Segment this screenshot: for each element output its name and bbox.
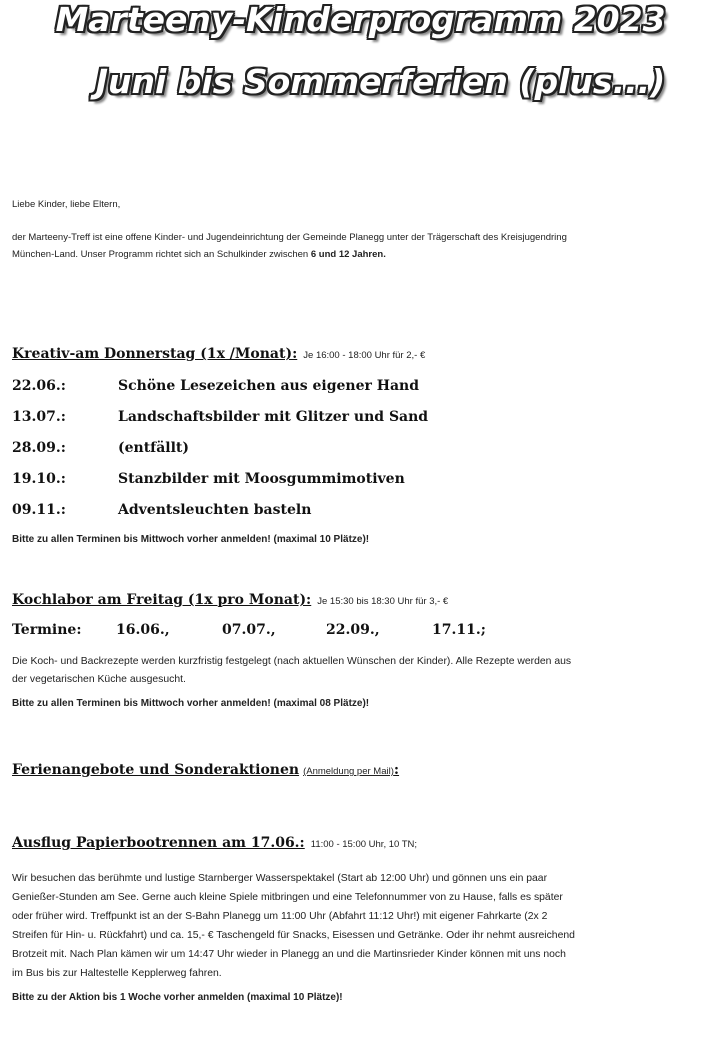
intro-line-1: der Marteeny-Treff ist eine offene Kinder- und Jugendeinrichtung der Gemeinde Planegg unter der Trägerschaft des Kreisjugendring <box>12 232 567 243</box>
ausflug-line: oder früher wird. Treffpunkt ist an der S-Bahn Planegg um 11:00 Uhr (Abfahrt 11:12 Uhr!) mit eigener Fahrkarte (2x 2 <box>12 911 548 922</box>
ferien-note: (Anmeldung per Mail) <box>303 766 394 777</box>
kreativ-item <box>12 440 189 456</box>
termin-date: 22.09., <box>326 622 380 638</box>
kreativ-heading: Kreativ-am Donnerstag (1x /Monat): <box>12 346 298 362</box>
kreativ-date: 19.10.: <box>12 471 66 487</box>
kreativ-text: (entfällt) <box>118 440 189 456</box>
intro-line-2-text: München-Land. Unser Programm richtet sich an Schulkinder zwischen <box>12 249 311 260</box>
kreativ-item <box>12 471 405 487</box>
kreativ-text: Landschaftsbilder mit Glitzer und Sand <box>118 409 429 425</box>
kochlabor-text-1: Die Koch- und Backrezepte werden kurzfristig festgelegt (nach aktuellen Wünschen der Kinder). Alle Rezepte werden aus <box>12 656 572 667</box>
kreativ-date: 13.07.: <box>12 409 66 425</box>
kochlabor-note: Je 15:30 bis 18:30 Uhr für 3,- € <box>317 596 449 607</box>
page-subtitle: Juni bis Sommerferien (plus...) <box>95 62 666 101</box>
page-title: Marteeny-Kinderprogramm 2023 <box>55 0 666 39</box>
kreativ-item <box>12 378 419 394</box>
ferien-colon: : <box>393 762 400 778</box>
kreativ-text: Stanzbilder mit Moosgummimotiven <box>118 471 405 487</box>
ferien-heading: Ferienangebote und Sonderaktionen <box>12 762 300 778</box>
kreativ-text: Schöne Lesezeichen aus eigener Hand <box>118 378 420 394</box>
kochlabor-heading: Kochlabor am Freitag (1x pro Monat): <box>12 592 312 608</box>
ausflug-line: Brotzeit mit. Nach Plan kämen wir um 14:47 Uhr wieder in Planegg an und die Martinsrieder Kinder können mit uns noch <box>12 949 566 960</box>
ausflug-heading-row <box>12 835 417 851</box>
kreativ-date: 09.11.: <box>12 502 66 518</box>
kochlabor-text-2: der vegetarischen Küche ausgesucht. <box>12 674 186 685</box>
kreativ-date: 28.09.: <box>12 440 66 456</box>
termin-date: 17.11.; <box>432 622 486 638</box>
kreativ-signup: Bitte zu allen Terminen bis Mittwoch vorher anmelden! (maximal 10 Plätze)! <box>12 534 370 545</box>
kochlabor-heading-row <box>12 592 448 608</box>
kreativ-item <box>12 409 428 425</box>
ferien-heading-row <box>12 762 399 778</box>
kreativ-heading-row <box>12 346 425 362</box>
kreativ-item <box>12 502 311 518</box>
termine-label: Termine: <box>12 622 82 638</box>
kochlabor-signup: Bitte zu allen Terminen bis Mittwoch vorher anmelden! (maximal 08 Plätze)! <box>12 698 370 709</box>
kreativ-text: Adventsleuchten basteln <box>118 502 312 518</box>
ausflug-line: im Bus bis zur Haltestelle Kepplerweg fahren. <box>12 968 222 979</box>
kreativ-note: Je 16:00 - 18:00 Uhr für 2,- € <box>303 350 426 361</box>
ausflug-line: Streifen für Hin- u. Rückfahrt) und ca. 15,- € Taschengeld für Snacks, Eisessen und Getränke. Oder ihr nehmt ausreichend <box>12 930 575 941</box>
ausflug-line: Wir besuchen das berühmte und lustige Starnberger Wasserspektakel (Start ab 12:00 Uhr) und gönnen uns ein paar <box>12 873 548 884</box>
ausflug-signup: Bitte zu der Aktion bis 1 Woche vorher anmelden (maximal 10 Plätze)! <box>12 992 343 1003</box>
termin-date: 07.07., <box>222 622 276 638</box>
ausflug-line: Genießer-Stunden am See. Gerne auch kleine Spiele mitbringen und eine Telefonnummer von zu Hause, falls es später <box>12 892 563 903</box>
greeting: Liebe Kinder, liebe Eltern, <box>12 199 121 210</box>
ausflug-note: 11:00 - 15:00 Uhr, 10 TN; <box>310 839 418 850</box>
termin-date: 16.06., <box>116 622 170 638</box>
intro-line-2 <box>12 245 386 264</box>
age-range: 6 und 12 Jahren. <box>310 249 386 260</box>
ausflug-heading: Ausflug Papierbootrennen am 17.06.: <box>12 835 305 851</box>
kreativ-date: 22.06.: <box>12 378 66 394</box>
